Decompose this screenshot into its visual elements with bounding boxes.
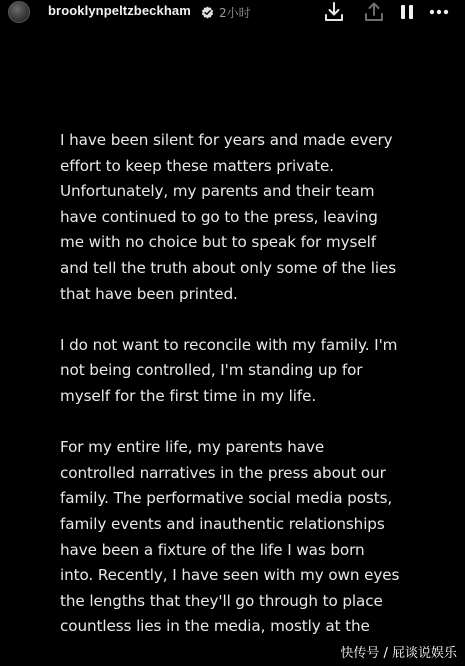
source-watermark: 快传号 / 屁谈说娱乐 [340,646,457,661]
pause-icon [399,3,415,21]
statement-paragraph [60,333,420,410]
text-line: have continued to go to the press, leaving [60,207,378,226]
verified-badge-icon [201,4,214,17]
download-icon [323,1,345,23]
text-line: I have been silent for years and made every [60,131,393,149]
text-line: countless lies in the media, mostly at the [60,617,370,636]
statement-paragraph [60,435,420,640]
text-line: I do not want to reconcile with my family. I'm [60,335,398,354]
text-line: me with no choice but to speak for myself [60,233,376,252]
text-line: not being controlled, I'm standing up for [60,361,363,380]
text-line: family events and inauthentic relationships [60,514,385,533]
pause-button[interactable] [394,0,420,24]
text-line: that have been printed. [60,284,238,303]
more-options-button[interactable] [426,0,452,24]
more-icon [428,8,450,16]
text-line: controlled narratives in the press about our [60,463,386,482]
post-timestamp: 2小时 [219,6,251,20]
text-line: myself for the first time in my life. [60,386,317,405]
statement-paragraph [60,128,420,307]
text-line: and tell the truth about only some of the lies [60,258,397,277]
text-line: For my entire life, my parents have [60,438,325,457]
text-line: into. Recently, I have seen with my own eyes [60,566,400,585]
text-line: effort to keep these matters private. [60,156,335,175]
text-line: have been a fixture of the life I was born [60,540,365,559]
text-line: the lengths that they'll go through to place [60,591,383,610]
share-icon [363,1,385,23]
username[interactable]: brooklynpeltzbeckham [48,3,191,18]
post-header [0,0,465,26]
post-statement-text [60,128,420,640]
avatar[interactable] [8,1,30,23]
download-button[interactable] [321,0,347,24]
text-line: family. The performative social media posts, [60,489,393,508]
share-button[interactable] [361,0,387,24]
text-line: Unfortunately, my parents and their team [60,182,375,201]
